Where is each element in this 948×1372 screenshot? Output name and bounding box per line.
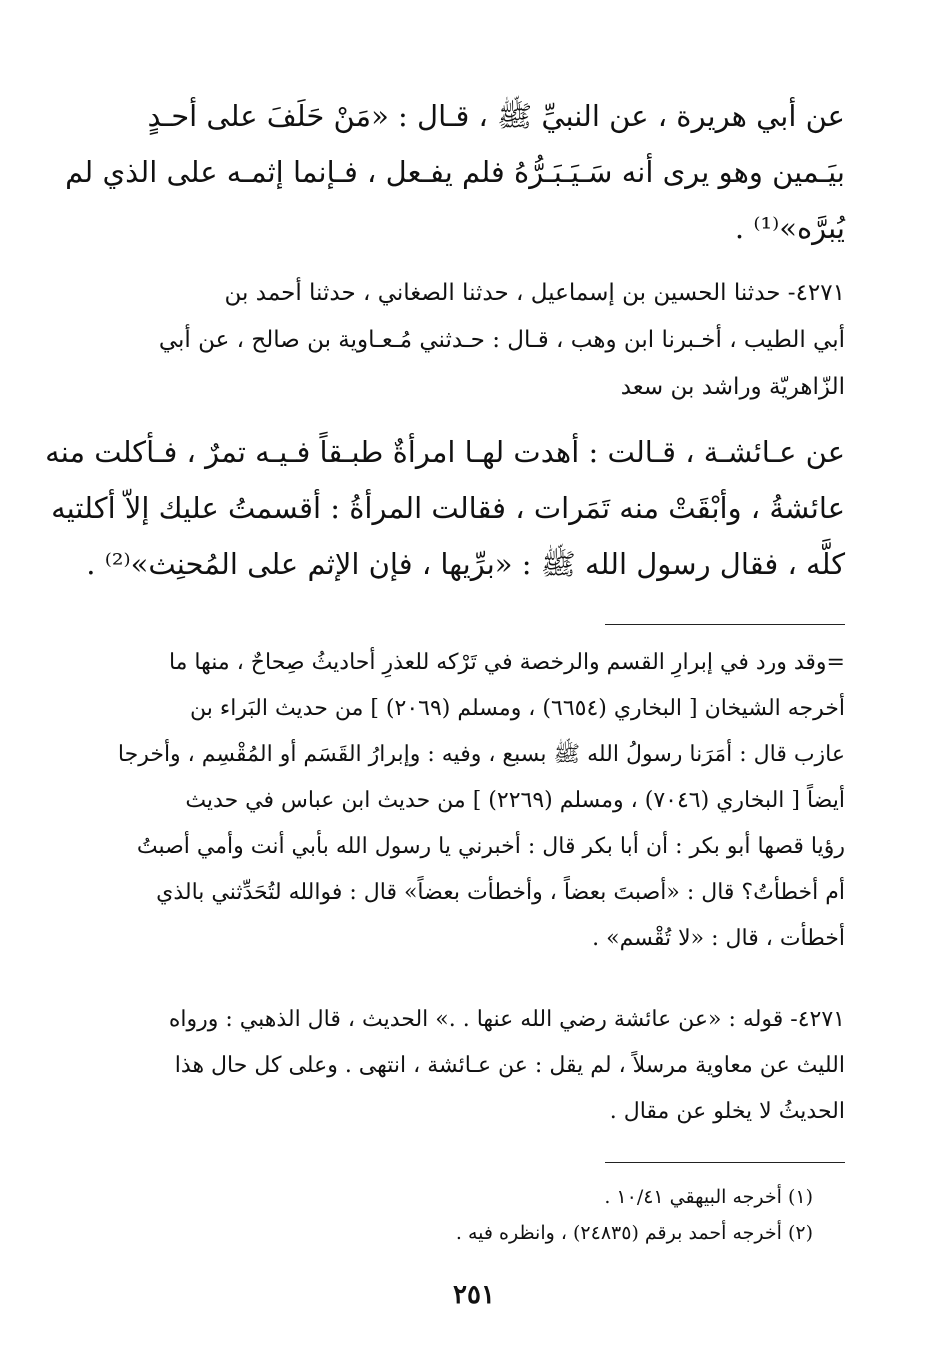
- text-line: عن عـائشـة ، قـالت : أهدت لهـا امرأةٌ طبـقاً فـيـه تمرٌ ، فـأكلت منه: [45, 435, 845, 469]
- text-line: أيضاً [ البخاري (٧٠٤٦) ، ومسلم (٢٢٦٩) ] من حديث ابن عباس في حديث: [185, 788, 845, 813]
- hadith-main-text: [65, 88, 845, 256]
- text-line: بيَـمين وهو يرى أنه سَـيَـبَـرُّهُ فلم يفـعل ، فـإنما إثمـه على الذي لم: [65, 155, 845, 189]
- footnote-2: (٢) أخرجه أحمد برقم (٢٤٨٣٥) ، وانظره فيه .: [455, 1222, 813, 1244]
- text-line: الزّاهريّة وراشد بن سعد: [620, 374, 845, 400]
- text-line: =وقد ورد في إبرارِ القسم والرخصة في تَرْكه للعذرِ أحاديثُ صِحاحٌ ، منها ما: [168, 650, 845, 675]
- hadith-aisha-text: [45, 424, 845, 592]
- commentary-continuation: [117, 640, 845, 962]
- text-line: الحديثُ لا يخلو عن مقال .: [609, 1099, 845, 1124]
- text-line: رؤيا قصها أبو بكر : أن أبا بكر قال : أخبرني يا رسول الله بأبي أنت وأمي أصبتُ: [136, 834, 845, 859]
- text-line: ٤٢٧١- قوله : «عن عائشة رضي الله عنها . .» الحديث ، قال الذهبي : ورواه: [168, 1007, 845, 1032]
- text-line: عازب قال : أمَرَنا رسولُ الله ﷺ بسبع ، وفيه : وإبرارُ القَسَم أو المُقْسِم ، وأخرجا: [117, 742, 845, 767]
- footnote-divider: [605, 1162, 845, 1163]
- text-line: أم أخطأتُ؟ قال : «أصبتَ بعضاً ، وأخطأت بعضاً» قال : فوالله لتُحَدِّثني بالذي: [156, 880, 845, 905]
- narration-chain-4271: [135, 270, 845, 411]
- commentary-4271: [135, 997, 845, 1135]
- text-line: كلَّه ، فقال رسول الله ﷺ : «برِّيها ، فإن الإثم على المُحنِث»⁽²⁾ .: [86, 547, 845, 581]
- text-line: يُبرَّه»⁽¹⁾ .: [734, 211, 845, 245]
- text-line: أبي الطيب ، أخـبرنا ابن وهب ، قـال : حـدثني مُـعـاوية بن صالح ، عن أبي: [158, 327, 845, 353]
- text-line: أخطأت ، قال : «لا تُقْسم» .: [592, 926, 845, 951]
- page-number: ٢٥١: [453, 1280, 495, 1310]
- footnote-1: (١) أخرجه البيهقي ١٠/٤١ .: [604, 1186, 813, 1208]
- text-line: عن أبي هريرة ، عن النبيِّ ﷺ ، قـال : «مَنْ حَلَفَ على أحـدٍ: [147, 99, 845, 133]
- text-line: الليث عن معاوية مرسلاً ، لم يقل : عن عـائشة ، انتهى . وعلى كل حال هذا: [174, 1053, 845, 1078]
- section-divider: [605, 624, 845, 625]
- text-line: عائشةُ ، وأبْقَتْ منه تَمَرات ، فقالت المرأةُ : أقسمتُ عليك إلاّ أكلتيه: [51, 491, 845, 525]
- text-line: ٤٢٧١- حدثنا الحسين بن إسماعيل ، حدثنا الصغاني ، حدثنا أحمد بن: [224, 280, 845, 306]
- text-line: أخرجه الشيخان [ البخاري (٦٦٥٤) ، ومسلم (٢٠٦٩) ] من حديث البَراء بن: [190, 696, 845, 721]
